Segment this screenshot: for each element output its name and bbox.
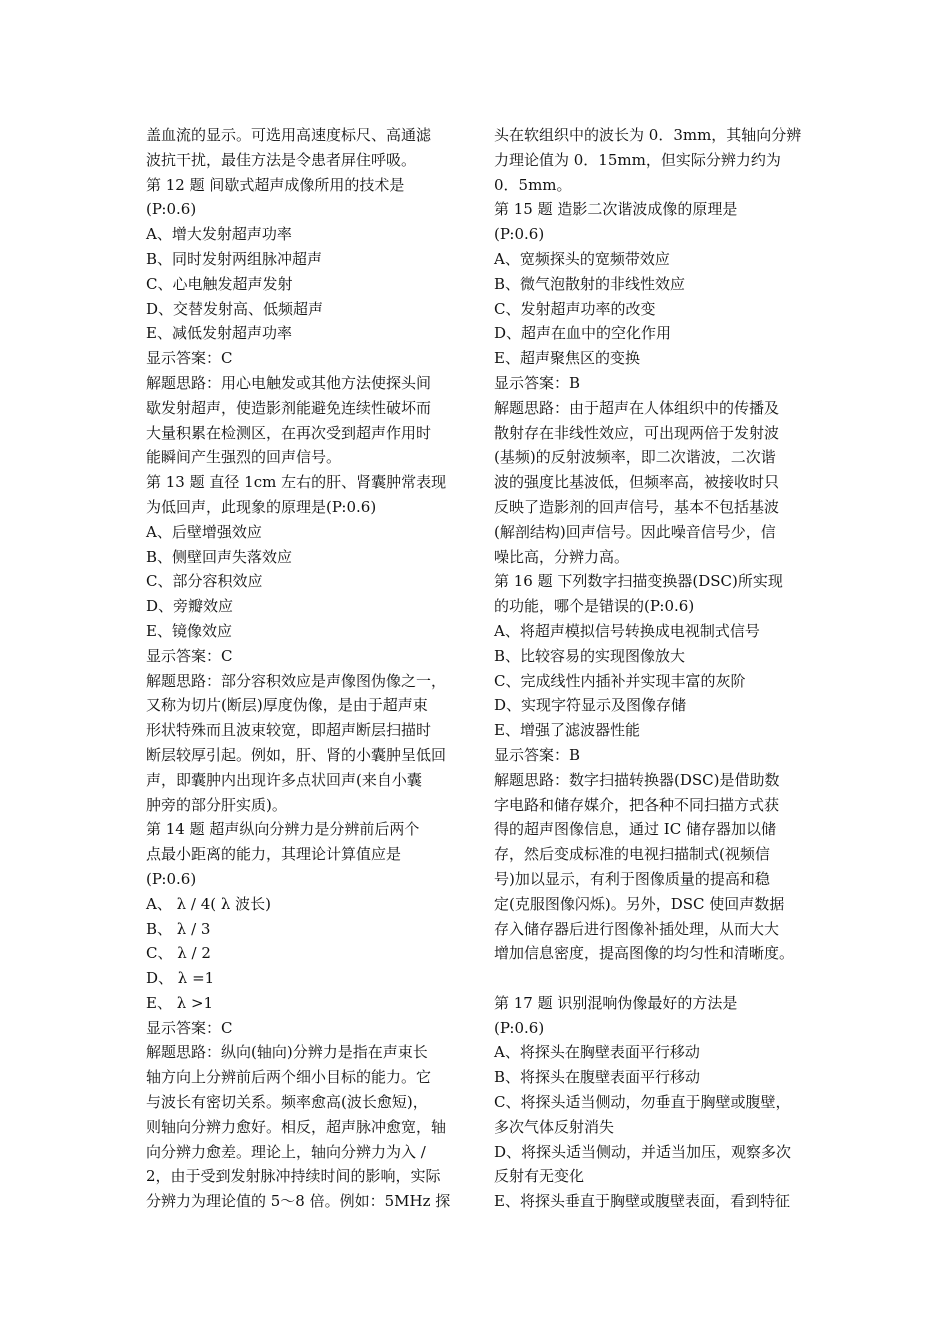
text-line: 波的强度比基波低，但频率高，被接收时只 — [494, 473, 780, 492]
text-line: 散射存在非线性效应，可出现两倍于发射波 — [494, 423, 780, 442]
text-line: C、将探头适当侧动，勿垂直于胸壁或腹壁， — [494, 1093, 791, 1112]
text-line: A、宽频探头的宽频带效应 — [494, 249, 670, 268]
text-line: E、将探头垂直于胸壁或腹壁表面，看到特征 — [494, 1192, 790, 1211]
text-line: 显示答案：C — [146, 349, 233, 368]
text-line: 反映了造影剂的回声信号，基本不包括基波 — [494, 497, 780, 516]
text-line: 反射有无变化 — [494, 1167, 585, 1186]
text-line: 解题思路：用心电触发或其他方法使探头间 — [146, 373, 432, 392]
text-line: 则轴向分辨力愈好。相反，超声脉冲愈宽，轴 — [146, 1117, 447, 1136]
text-line: C、心电触发超声发射 — [146, 274, 293, 293]
text-line: A、将探头在胸壁表面平行移动 — [494, 1043, 700, 1062]
text-line: C、部分容积效应 — [146, 572, 263, 591]
text-line: 2，由于受到发射脉冲持续时间的影响，实际 — [146, 1167, 441, 1186]
text-line: (解剖结构)回声信号。因此噪音信号少，信 — [494, 522, 776, 541]
text-line: 存，然后变成标准的电视扫描制式(视频信 — [494, 845, 770, 864]
text-line: C、 λ / 2 — [146, 944, 211, 963]
text-line: D、实现字符显示及图像存储 — [494, 696, 687, 715]
text-line: (P:0.6) — [146, 869, 197, 888]
text-line: A、后壁增强效应 — [146, 522, 262, 541]
text-line: 形状特殊而且波束较宽，即超声断层扫描时 — [146, 721, 432, 740]
text-line: 盖血流的显示。可选用高速度标尺、高通滤 — [146, 126, 432, 144]
text-line: 号)加以显示，有利于图像质量的提高和稳 — [494, 869, 770, 888]
text-line: A、 λ / 4( λ 波长) — [146, 894, 271, 913]
text-line: C、完成线性内插补并实现丰富的灰阶 — [494, 671, 746, 690]
text-line: E、超声聚焦区的变换 — [494, 349, 640, 368]
text-line: 第 15 题 造影二次谐波成像的原理是 — [494, 200, 738, 219]
text-line: 定(克服图像闪烁)。另外，DSC 使回声数据 — [494, 894, 785, 913]
text-line: 波抗干扰，最佳方法是令患者屏住呼吸。 — [146, 150, 417, 169]
text-line: 肿旁的部分肝实质)。 — [146, 795, 287, 814]
text-line: 第 13 题 直径 1cm 左右的肝、肾囊肿常表现 — [146, 473, 447, 492]
text-line: 能瞬间产生强烈的回声信号。 — [146, 448, 342, 467]
text-line: 第 16 题 下列数字扫描变换器(DSC)所实现 — [494, 572, 783, 591]
text-line: 得的超声图像信息，通过 IC 储存器加以储 — [494, 820, 776, 839]
text-line: 解题思路：由于超声在人体组织中的传播及 — [494, 398, 780, 417]
text-line: 第 12 题 间歇式超声成像所用的技术是 — [146, 175, 405, 194]
text-line: 向分辨力愈差。理论上，轴向分辨力为入 / — [146, 1142, 426, 1161]
text-line: 为低回声，此现象的原理是(P:0.6) — [146, 497, 377, 516]
text-line: 存入储存器后进行图像补插处理，从而大大 — [494, 919, 780, 938]
text-line: 显示答案：C — [146, 646, 233, 665]
text-line: 断层较厚引起。例如，肝、肾的小囊肿呈低回 — [146, 745, 447, 764]
text-line: A、增大发射超声功率 — [146, 225, 292, 244]
text-line: 头在软组织中的波长为 0．3mm，其轴向分辨 — [494, 126, 802, 144]
text-line: B、同时发射两组脉冲超声 — [146, 249, 323, 268]
text-line: 噪比高，分辨力高。 — [494, 547, 630, 566]
text-line: 多次气体反射消失 — [494, 1117, 615, 1136]
text-line: 增加信息密度，提高图像的均匀性和清晰度。 — [494, 944, 795, 963]
right-text-column — [494, 123, 816, 1214]
text-line: B、 λ / 3 — [146, 919, 211, 938]
text-line: D、将探头适当侧动，并适当加压，观察多次 — [494, 1142, 792, 1161]
text-line: 大量积累在检测区，在再次受到超声作用时 — [146, 423, 432, 442]
text-line: E、 λ >1 — [146, 993, 214, 1012]
text-line: D、超声在血中的空化作用 — [494, 324, 672, 343]
text-line: B、侧壁回声失落效应 — [146, 547, 293, 566]
text-line: E、镜像效应 — [146, 621, 232, 640]
text-line: B、将探头在腹壁表面平行移动 — [494, 1068, 701, 1087]
text-line: 第 17 题 识别混响伪像最好的方法是 — [494, 993, 738, 1012]
text-line: 解题思路：部分容积效应是声像图伪像之一， — [146, 671, 447, 690]
text-line: B、微气泡散射的非线性效应 — [494, 274, 686, 293]
text-line: 显示答案：B — [494, 745, 581, 764]
text-line: E、增强了滤波器性能 — [494, 721, 640, 740]
text-line: 歇发射超声，使造影剂能避免连续性破坏而 — [146, 398, 432, 417]
left-text-column — [146, 123, 468, 1214]
text-line: 解题思路：数字扫描转换器(DSC)是借助数 — [494, 770, 780, 789]
text-line: 轴方向上分辨前后两个细小目标的能力。它 — [146, 1068, 432, 1087]
text-line: B、比较容易的实现图像放大 — [494, 646, 686, 665]
text-line: 解题思路：纵向(轴向)分辨力是指在声束长 — [146, 1043, 428, 1062]
text-line: 点最小距离的能力，其理论计算值应是 — [146, 845, 402, 864]
text-line: (基频)的反射波频率，即二次谐波，二次谐 — [494, 448, 776, 467]
text-line: (P:0.6) — [494, 1018, 545, 1037]
text-line: C、发射超声功率的改变 — [494, 299, 656, 318]
text-line: 与波长有密切关系。频率愈高(波长愈短)， — [146, 1093, 428, 1112]
text-line: 分辨力为理论值的 5～8 倍。例如：5MHz 探 — [146, 1192, 451, 1211]
text-line: 显示答案：B — [494, 373, 581, 392]
text-line: 力理论值为 0．15mm，但实际分辨力约为 — [494, 150, 781, 169]
text-line: (P:0.6) — [494, 225, 545, 244]
text-line: E、减低发射超声功率 — [146, 324, 292, 343]
text-line: 第 14 题 超声纵向分辨力是分辨前后两个 — [146, 820, 420, 839]
text-line — [494, 966, 816, 991]
text-line: 字电路和储存媒介，把各种不同扫描方式获 — [494, 795, 780, 814]
text-line: D、 λ =1 — [146, 969, 215, 988]
text-line: 显示答案：C — [146, 1018, 233, 1037]
text-line: 0．5mm。 — [494, 175, 572, 194]
text-line: D、旁瓣效应 — [146, 597, 234, 616]
text-line: D、交替发射高、低频超声 — [146, 299, 324, 318]
text-line: (P:0.6) — [146, 200, 197, 219]
text-line: A、将超声模拟信号转换成电视制式信号 — [494, 621, 760, 640]
text-line: 又称为切片(断层)厚度伪像，是由于超声束 — [146, 696, 428, 715]
text-line: 声，即囊肿内出现许多点状回声(来自小囊 — [146, 770, 422, 789]
text-line: 的功能，哪个是错误的(P:0.6) — [494, 597, 695, 616]
